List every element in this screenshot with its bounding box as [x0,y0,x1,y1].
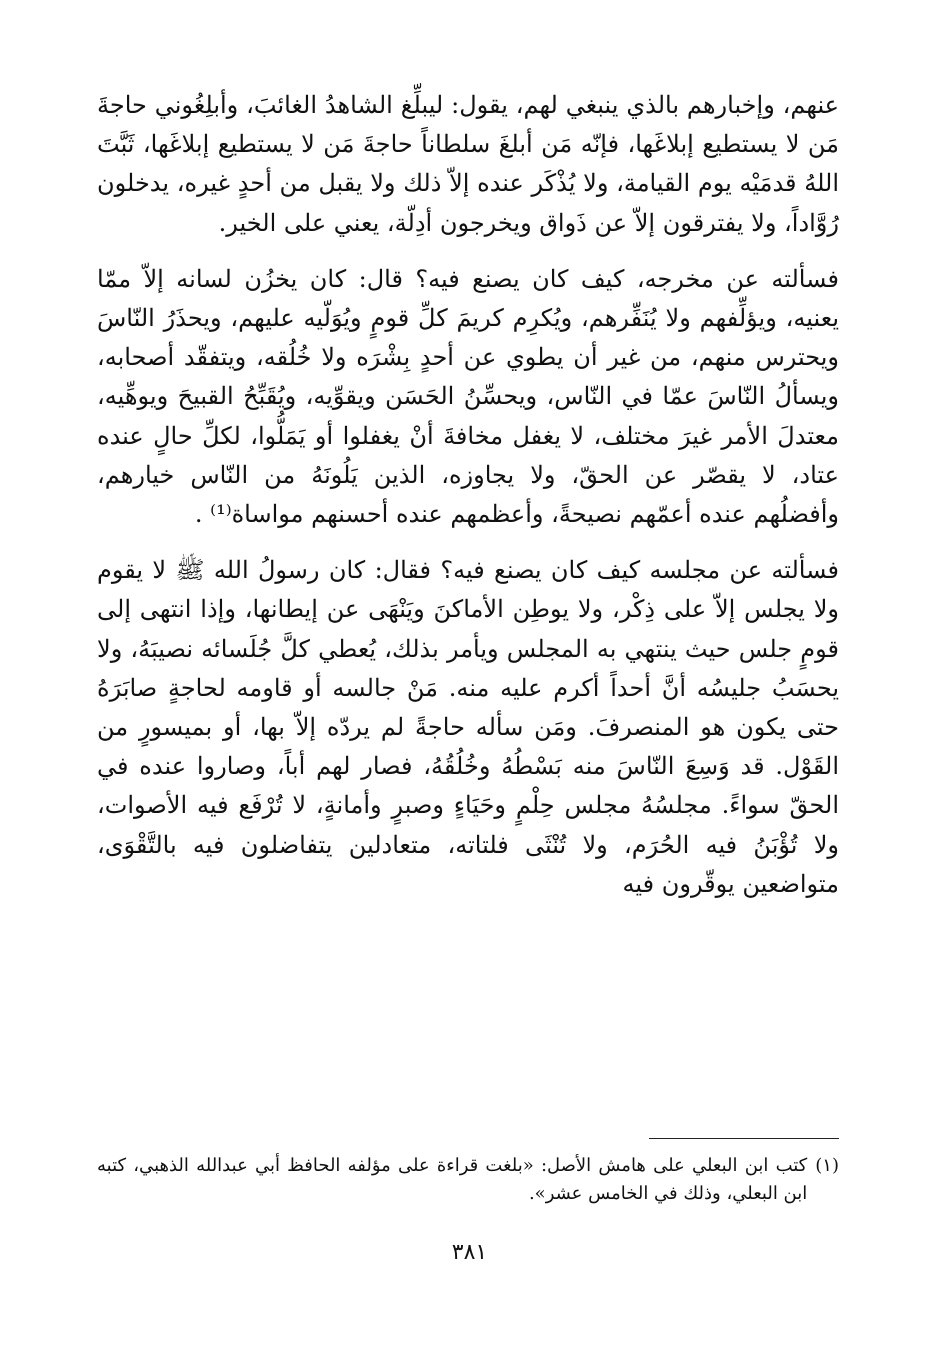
footnote-text: كتب ابن البعلي على هامش الأصل: «بلغت قراءة على مؤلفه الحافظ أبي عبدالله الذهبي، كتبه ابن البعلي، وذلك في الخامس عشر». [97,1155,808,1204]
paragraph-1: عنهم، وإخبارهم بالذي ينبغي لهم، يقول: ليبلِّغ الشاهدُ الغائبَ، وأبلِغُوني حاجةَ مَن لا يستطيع إبلاغَها، فإنّه مَن أبلغَ سلطاناً حاجةَ مَن لا يستطيع إبلاغَها، ثَبَّتَ اللهُ قدمَيْه يوم القيامة، ولا يُذْكَر عنده إلاّ ذلك ولا يقبل من أحدٍ غيره، يدخلون رُوَّاداً، ولا يفترقون إلاّ عن ذَواق ويخرجون أدِلّة، يعني على الخير. [97,91,839,237]
main-text-block [97,86,839,921]
footnote-divider [649,1138,839,1139]
paragraph-3: فسألته عن مجلسه كيف كان يصنع فيه؟ فقال: كان رسولُ الله ﷺ لا يقوم ولا يجلس إلاّ على ذِكْر، ولا يوطِن الأماكنَ ويَنْهَى عن إيطانها، وإذا انتهى إلى قومٍ جلس حيث ينتهي به المجلس ويأمر بذلك، يُعطي كلَّ جُلَسائه نصيبَهُ، ولا يحسَبُ جليسُه أنَّ أحداً أكرم عليه منه. مَنْ جالسه أو قاومه لحاجةٍ صابَرَهُ حتى يكون هو المنصرفَ. ومَن سأله حاجةً لم يردّه إلاّ بها، أو بميسورٍ من القَوْل. قد وَسِعَ النّاسَ منه بَسْطُهُ وخُلُقُهُ، فصار لهم أباً، وصاروا عنده في الحقّ سواءً. مجلسُهُ مجلس حِلْمٍ وحَيَاءٍ وصبرٍ وأمانةٍ، لا تُرْفَع فيه الأصوات، ولا تُؤْبَنُ فيه الحُرَم، ولا تُنْثَى فلتاته، متعادلين يتفاضلون فيه بالتَّقْوَى، متواضعين يوقّرون فيه [97,556,839,898]
footnote-marker: (١) [815,1155,839,1176]
page-number: ٣٨١ [451,1240,488,1265]
paragraph-2: فسألته عن مخرجه، كيف كان يصنع فيه؟ قال: كان يخزُن لسانه إلاّ ممّا يعنيه، ويؤلِّفهم ولا يُنَفِّرهم، ويُكرِم كريمَ كلِّ قومٍ ويُوَلّيه عليهم، ويحذَرُ النّاسَ ويحترس منهم، من غير أن يطوي عن أحدٍ بِشْرَه ولا خُلُقه، ويتفقّد أصحابه، ويسألُ النّاسَ عمّا في النّاس، ويحسِّنُ الحَسَن ويقوِّيه، ويُقَبِّحُ القبيحَ ويوهِّيه، معتدلَ الأمر غيرَ مختلف، لا يغفل مخافةَ أنْ يغفلوا أو يَمَلُّوا، لكلِّ حالٍ عنده عتاد، لا يقصّر عن الحقّ، ولا يجاوزه، الذين يَلُونَهُ من النّاس خيارهم، وأفضلُهم عنده أعمّهم نصيحةً، وأعظمهم عنده أحسنهم مواساة⁽¹⁾ . [97,264,839,529]
footnote [97,1152,839,1208]
